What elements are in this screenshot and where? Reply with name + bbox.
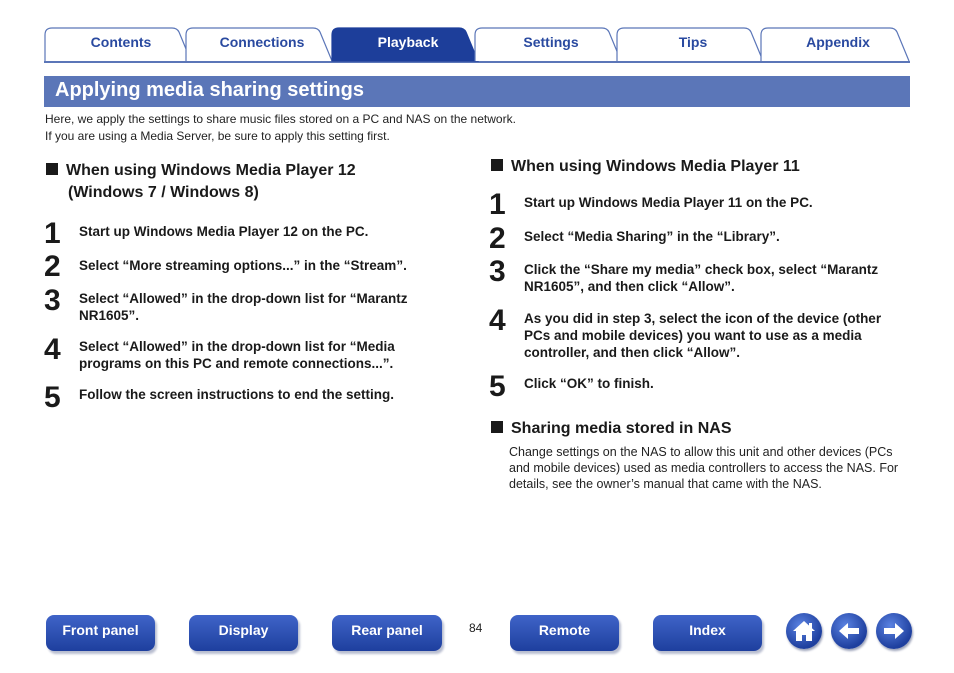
step-number: 3 [44, 284, 61, 317]
step-number: 5 [44, 381, 61, 414]
step-number: 5 [489, 370, 506, 403]
tab-appendix[interactable] [760, 27, 910, 61]
step-text: As you did in step 3, select the icon of the device (other PCs and mobile devices) you want to use as a media controller, and then click “Allow”. [524, 311, 882, 360]
step-text: Select “Media Sharing” in the “Library”. [524, 229, 780, 244]
nas-paragraph: Change settings on the NAS to allow this unit and other devices (PCs and mobile devices) used as media controllers to access the NAS. For details, see the owner’s manual that came with the NAS. [509, 445, 899, 491]
page-title: Applying media sharing settings [55, 79, 364, 101]
remote-button[interactable]: Remote [510, 615, 619, 651]
step-number: 4 [489, 304, 506, 337]
page-number: 84 [469, 621, 483, 635]
step-text: Start up Windows Media Player 12 on the PC. [79, 224, 369, 239]
tab-label: Tips [678, 34, 708, 50]
intro-line: Here, we apply the settings to share music files stored on a PC and NAS on the network. [45, 112, 516, 126]
display-button[interactable]: Display [189, 615, 298, 651]
step-text: Start up Windows Media Player 11 on the PC. [524, 195, 813, 210]
title-bar [44, 76, 910, 107]
front-panel-button[interactable]: Front panel [46, 615, 155, 651]
tab-label: Settings [523, 34, 579, 50]
forward-button[interactable] [876, 613, 912, 649]
step-text: Click “OK” to finish. [524, 376, 654, 391]
step-number: 2 [489, 222, 506, 255]
step-number: 1 [44, 217, 61, 250]
tab-contents[interactable] [44, 27, 192, 61]
tab-label: Appendix [806, 34, 870, 50]
square-bullet-icon [491, 421, 503, 433]
step-text: Select “More streaming options...” in the “Stream”. [79, 258, 407, 273]
back-arrow-icon [831, 613, 867, 649]
intro-text [45, 111, 516, 145]
tab-label: Connections [219, 34, 305, 50]
step-text: Follow the screen instructions to end the setting. [79, 387, 395, 402]
step-text: Select “Allowed” in the drop-down list for “Media programs on this PC and remote connections...”. [79, 339, 395, 371]
step-number: 4 [44, 333, 61, 366]
step-text: Select “Allowed” in the drop-down list for “Marantz NR1605”. [79, 291, 408, 323]
index-button[interactable]: Index [653, 615, 762, 651]
square-bullet-icon [46, 163, 58, 175]
section-heading-nas: Sharing media stored in NAS [491, 418, 731, 440]
top-tabs [44, 27, 910, 62]
tab-label: Playback [377, 34, 439, 50]
step-number: 1 [489, 188, 506, 221]
back-button[interactable] [831, 613, 867, 649]
home-button[interactable] [786, 613, 822, 649]
tab-label: Contents [90, 34, 152, 50]
section-heading-wmp11: When using Windows Media Player 11 [491, 156, 800, 178]
forward-arrow-icon [876, 613, 912, 649]
tab-settings[interactable] [474, 27, 622, 61]
tab-tips[interactable] [616, 27, 764, 61]
section-heading-wmp12: When using Windows Media Player 12 (Windows 7 / Windows 8) [46, 160, 356, 204]
rear-panel-button[interactable]: Rear panel [332, 615, 442, 651]
tab-playback[interactable] [331, 27, 479, 61]
step-number: 3 [489, 255, 506, 288]
step-number: 2 [44, 250, 61, 283]
tab-connections[interactable] [185, 27, 333, 61]
home-icon [786, 613, 822, 649]
square-bullet-icon [491, 159, 503, 171]
step-text: Click the “Share my media” check box, select “Marantz NR1605”, and then click “Allow”. [524, 262, 879, 294]
intro-line: If you are using a Media Server, be sure to apply this setting first. [45, 129, 390, 143]
